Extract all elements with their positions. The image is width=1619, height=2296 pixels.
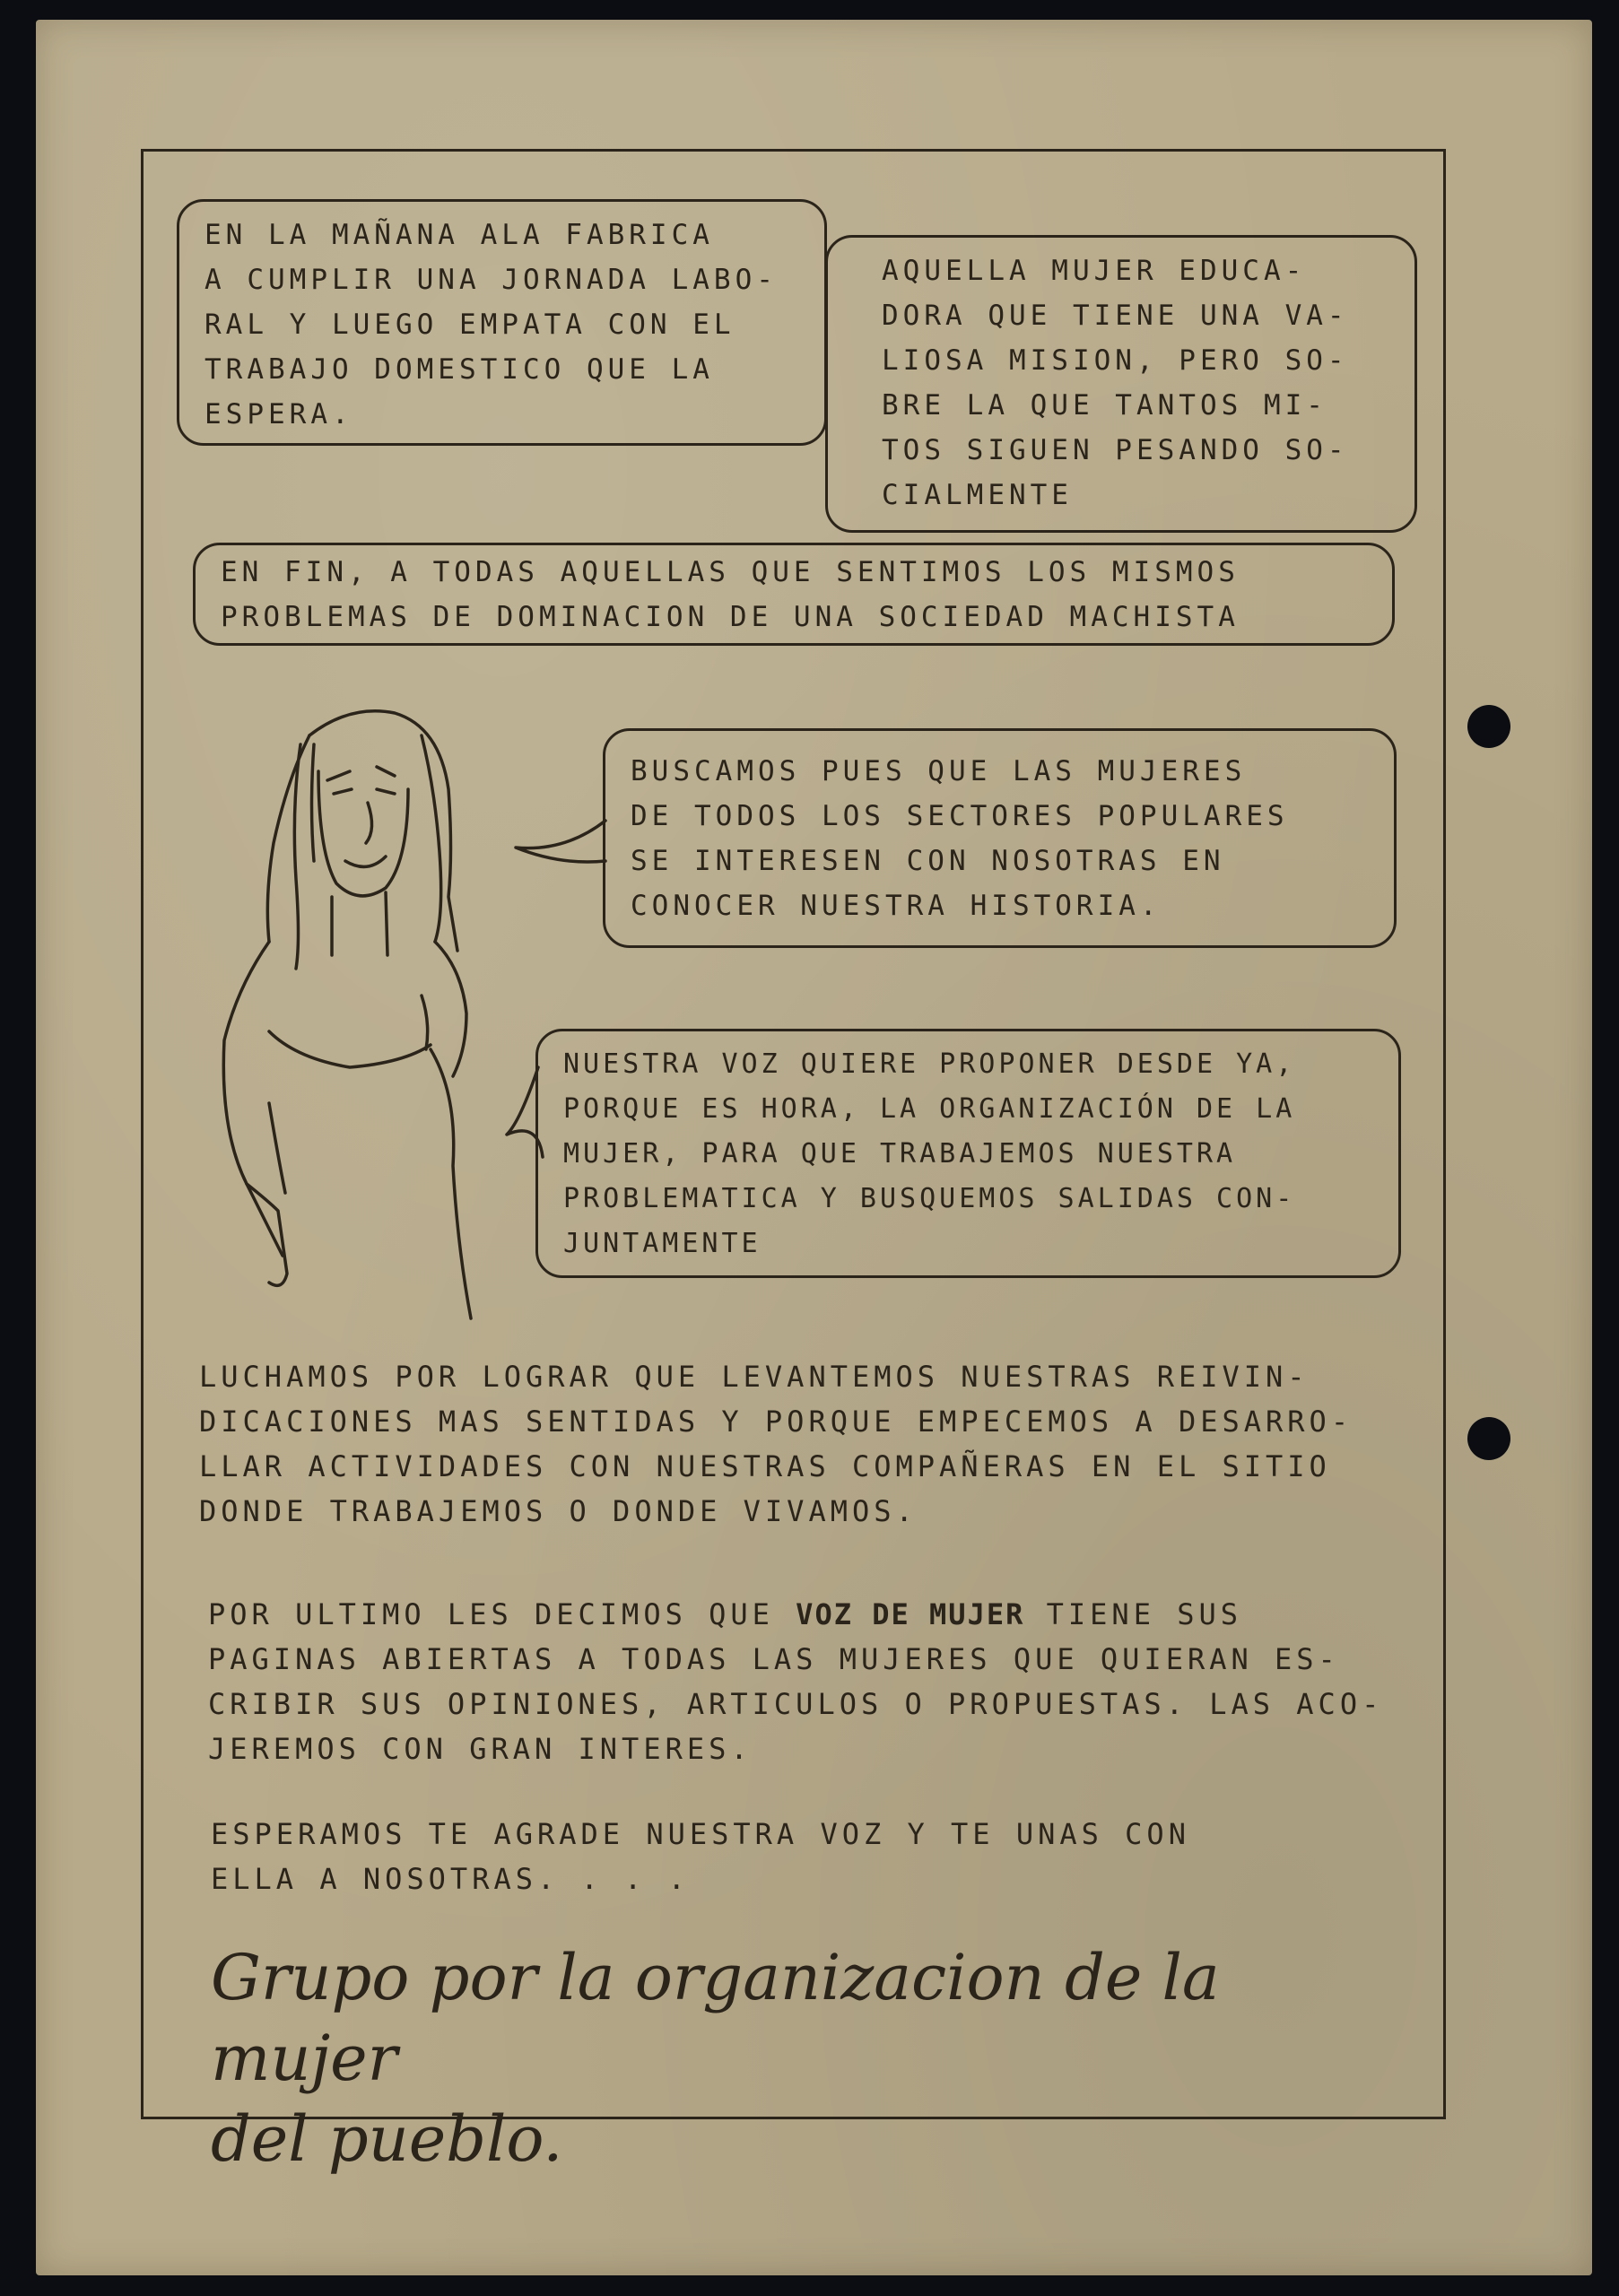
paragraph-open-pages-rest: TIENE SUS PAGINAS ABIERTAS A TODAS LAS MUJERES QUE QUIERAN ES- CRIBIR SUS OPINIONES, ARTICULOS O PROPUESTAS. LAS ACO- JEREMOS CON GRAN INTERES.	[208, 1597, 1384, 1766]
bubble-tail	[507, 1067, 543, 1157]
speech-bubble-educator: AQUELLA MUJER EDUCA- DORA QUE TIENE UNA VA- LIOSA MISION, PERO SO- BRE LA QUE TANTOS MI- TOS SIGUEN PESANDO SO- CIALMENTE	[825, 235, 1417, 533]
speech-bubble-all-women: EN FIN, A TODAS AQUELLAS QUE SENTIMOS LOS MISMOS PROBLEMAS DE DOMINACION DE UNA SOCIEDAD MACHISTA	[193, 543, 1395, 646]
publication-name: VOZ DE MUJER	[796, 1597, 1025, 1631]
paragraph-open-pages	[208, 1592, 1446, 1771]
speech-bubble-seek-women: BUSCAMOS PUES QUE LAS MUJERES DE TODOS LOS SECTORES POPULARES SE INTERESEN CON NOSOTRAS EN CONOCER NUESTRA HISTORIA.	[603, 728, 1397, 948]
paragraph-open-pages-start: POR ULTIMO LES DECIMOS QUE	[208, 1597, 796, 1631]
signature-group: Grupo por la organizacion de la mujer del pueblo.	[211, 1941, 1220, 2176]
speech-bubble-our-voice: NUESTRA VOZ QUIERE PROPONER DESDE YA, PORQUE ES HORA, LA ORGANIZACIÓN DE LA MUJER, PARA QUE TRABAJEMOS NUESTRA PROBLEMATICA Y BUSQUEMOS SALIDAS CON- JUNTAMENTE	[535, 1029, 1401, 1278]
paragraph-struggle: LUCHAMOS POR LOGRAR QUE LEVANTEMOS NUESTRAS REIVIN- DICACIONES MAS SENTIDAS Y PORQUE EMPECEMOS A DESARRO- LLAR ACTIVIDADES CON NUESTRAS COMPAÑERAS EN EL SITIO DONDE TRABAJEMOS O DONDE VIVAMOS.	[199, 1360, 1354, 1528]
bubble-tail	[516, 821, 605, 862]
speech-bubble-factory-work: EN LA MAÑANA ALA FABRICA A CUMPLIR UNA JORNADA LABO- RAL Y LUEGO EMPATA CON EL TRABAJO DOMESTICO QUE LA ESPERA.	[177, 199, 827, 446]
paragraph-closing: ESPERAMOS TE AGRADE NUESTRA VOZ Y TE UNAS CON ELLA A NOSOTRAS. . . .	[211, 1817, 1190, 1896]
